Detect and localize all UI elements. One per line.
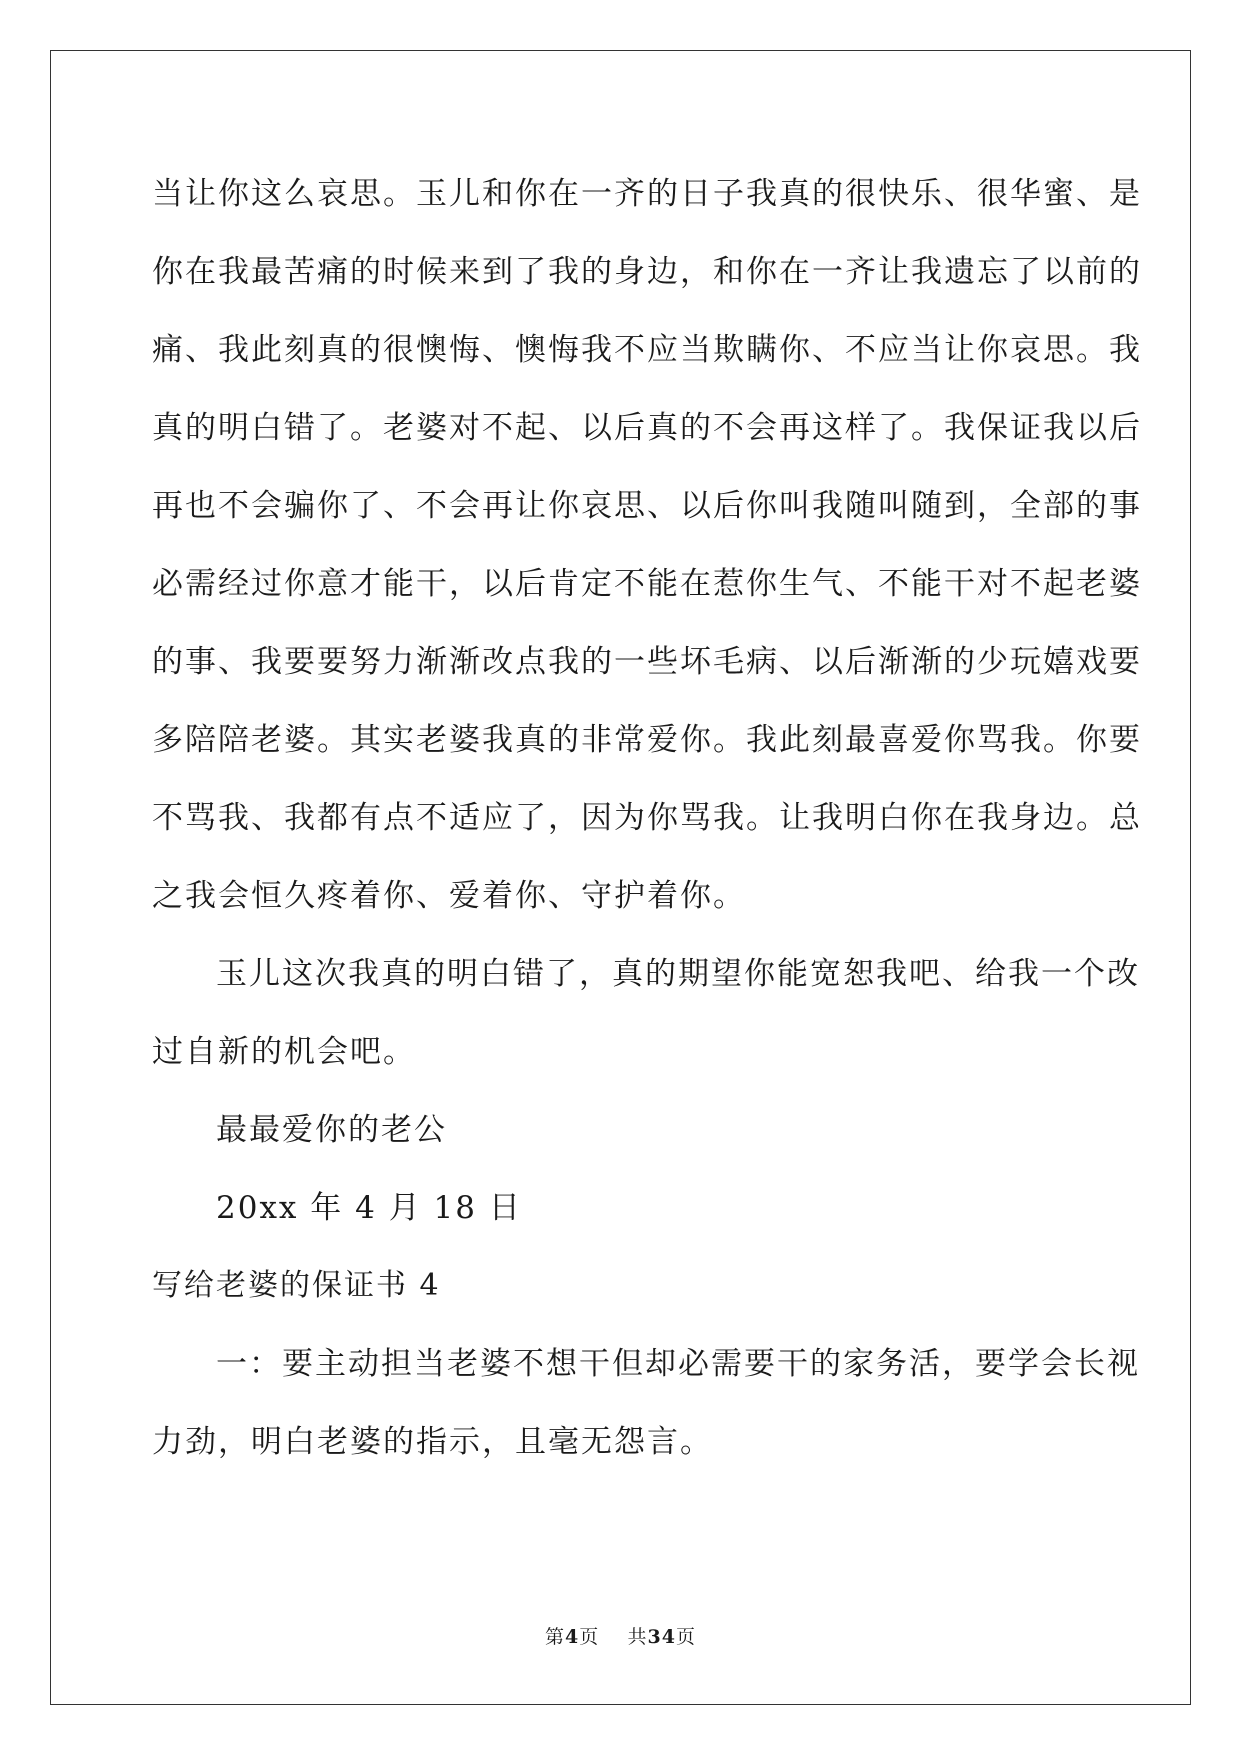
text-line-3: 痛、我此刻真的很懊悔、懊悔我不应当欺瞒你、不应当让你哀思。我	[152, 332, 1142, 368]
text-line-6: 必需经过你意才能干，以后肯定不能在惹你生气、不能干对不起老婆	[152, 566, 1142, 602]
footer-page-suffix: 页	[579, 1626, 600, 1648]
text-line-2: 你在我最苦痛的时候来到了我的身边，和你在一齐让我遗忘了以前的	[152, 254, 1142, 290]
text-line-4: 真的明白错了。老婆对不起、以后真的不会再这样了。我保证我以后	[152, 410, 1142, 446]
footer-prefix: 第	[545, 1626, 566, 1648]
total-pages-number: 34	[647, 1626, 676, 1648]
text-line-8: 多陪陪老婆。其实老婆我真的非常爱你。我此刻最喜爱你骂我。你要	[152, 722, 1142, 758]
text-line-12: 过自新的机会吧。	[152, 1034, 416, 1070]
page-footer	[0, 1622, 1241, 1649]
date-line: 20xx 年 4 月 18 日	[216, 1190, 522, 1226]
text-line-11: 玉儿这次我真的明白错了，真的期望你能宽恕我吧、给我一个改	[216, 956, 1140, 992]
text-line-16: 一：要主动担当老婆不想干但却必需要干的家务活，要学会长视	[216, 1346, 1140, 1382]
text-line-1: 当让你这么哀思。玉儿和你在一齐的日子我真的很快乐、很华蜜、是	[152, 176, 1142, 212]
section-heading: 写给老婆的保证书 4	[152, 1268, 441, 1303]
text-line-5: 再也不会骗你了、不会再让你哀思、以后你叫我随叫随到，全部的事	[152, 488, 1142, 524]
signature-line: 最最爱你的老公	[216, 1112, 447, 1148]
footer-total-suffix: 页	[675, 1626, 696, 1648]
footer-total-prefix: 共	[627, 1626, 648, 1648]
text-line-9: 不骂我、我都有点不适应了，因为你骂我。让我明白你在我身边。总	[152, 800, 1142, 836]
document-body	[152, 155, 1142, 1481]
text-line-17: 力劲，明白老婆的指示，且毫无怨言。	[152, 1424, 713, 1460]
text-line-7: 的事、我要要努力渐渐改点我的一些坏毛病、以后渐渐的少玩嬉戏要	[152, 644, 1142, 680]
current-page-number: 4	[565, 1626, 580, 1648]
text-line-10: 之我会恒久疼着你、爱着你、守护着你。	[152, 878, 746, 914]
